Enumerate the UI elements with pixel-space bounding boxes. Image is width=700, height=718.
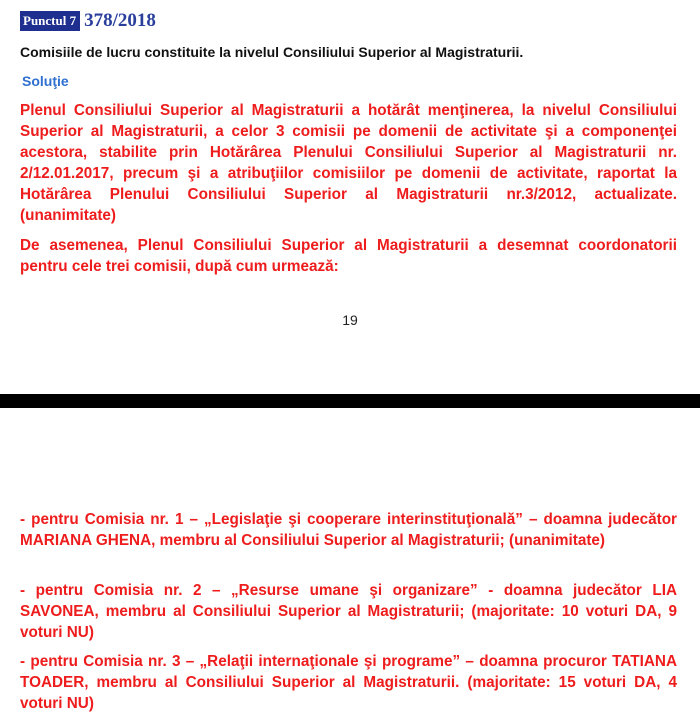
agenda-item-badge: Punctul 7 — [20, 11, 80, 31]
document-number: 378/2018 — [84, 10, 156, 31]
commission-item-2: - pentru Comisia nr. 2 – „Resurse umane şi organizare” - doamna judecător LIA SAVONEA, membru al Consiliului Superior al Magistraturii; (majoritate: 10 voturi DA, 9 voturi NU) — [20, 582, 677, 641]
page-number: 19 — [342, 312, 358, 328]
decision-paragraph: Plenul Consiliului Superior al Magistraturii a hotărât menţinerea, la nivelul Consiliului Superior al Magistraturii, a celor 3 comisii pe domenii de activitate şi a componenţei acestora, stabilite prin Hotărârea Plenului Consiliului Superior al Magistraturii nr. 2/12.01.2017, precum şi a atribuţiilor comisiilor pe domenii de activitate, raportat la Hotărârea Plenului Consiliului Superior al Magistraturii nr.3/2012, actualizate. (unanimitate) — [20, 102, 677, 224]
agenda-header — [20, 10, 156, 32]
coordinators-paragraph: De asemenea, Plenul Consiliului Superior al Magistraturii a desemnat coordonatorii pentru cele trei comisii, după cum urmează: — [20, 237, 677, 275]
commission-item-1: - pentru Comisia nr. 1 – „Legislaţie şi cooperare interinstituţională” – doamna judecător MARIANA GHENA, membru al Consiliului Superior al Magistraturii; (unanimitate) — [20, 511, 677, 549]
document-page-bottom — [0, 408, 700, 718]
commission-item-3: - pentru Comisia nr. 3 – „Relaţii internaţionale şi programe” – doamna procuror TATIANA TOADER, membru al Consiliului Superior al Magistraturii. (majoritate: 15 voturi DA, 4 voturi NU) — [20, 653, 677, 712]
agenda-subject: Comisiile de lucru constituite la nivelul Consiliului Superior al Magistraturii. — [20, 44, 524, 60]
solution-heading: Soluţie — [22, 73, 69, 89]
page-separator — [0, 394, 700, 408]
